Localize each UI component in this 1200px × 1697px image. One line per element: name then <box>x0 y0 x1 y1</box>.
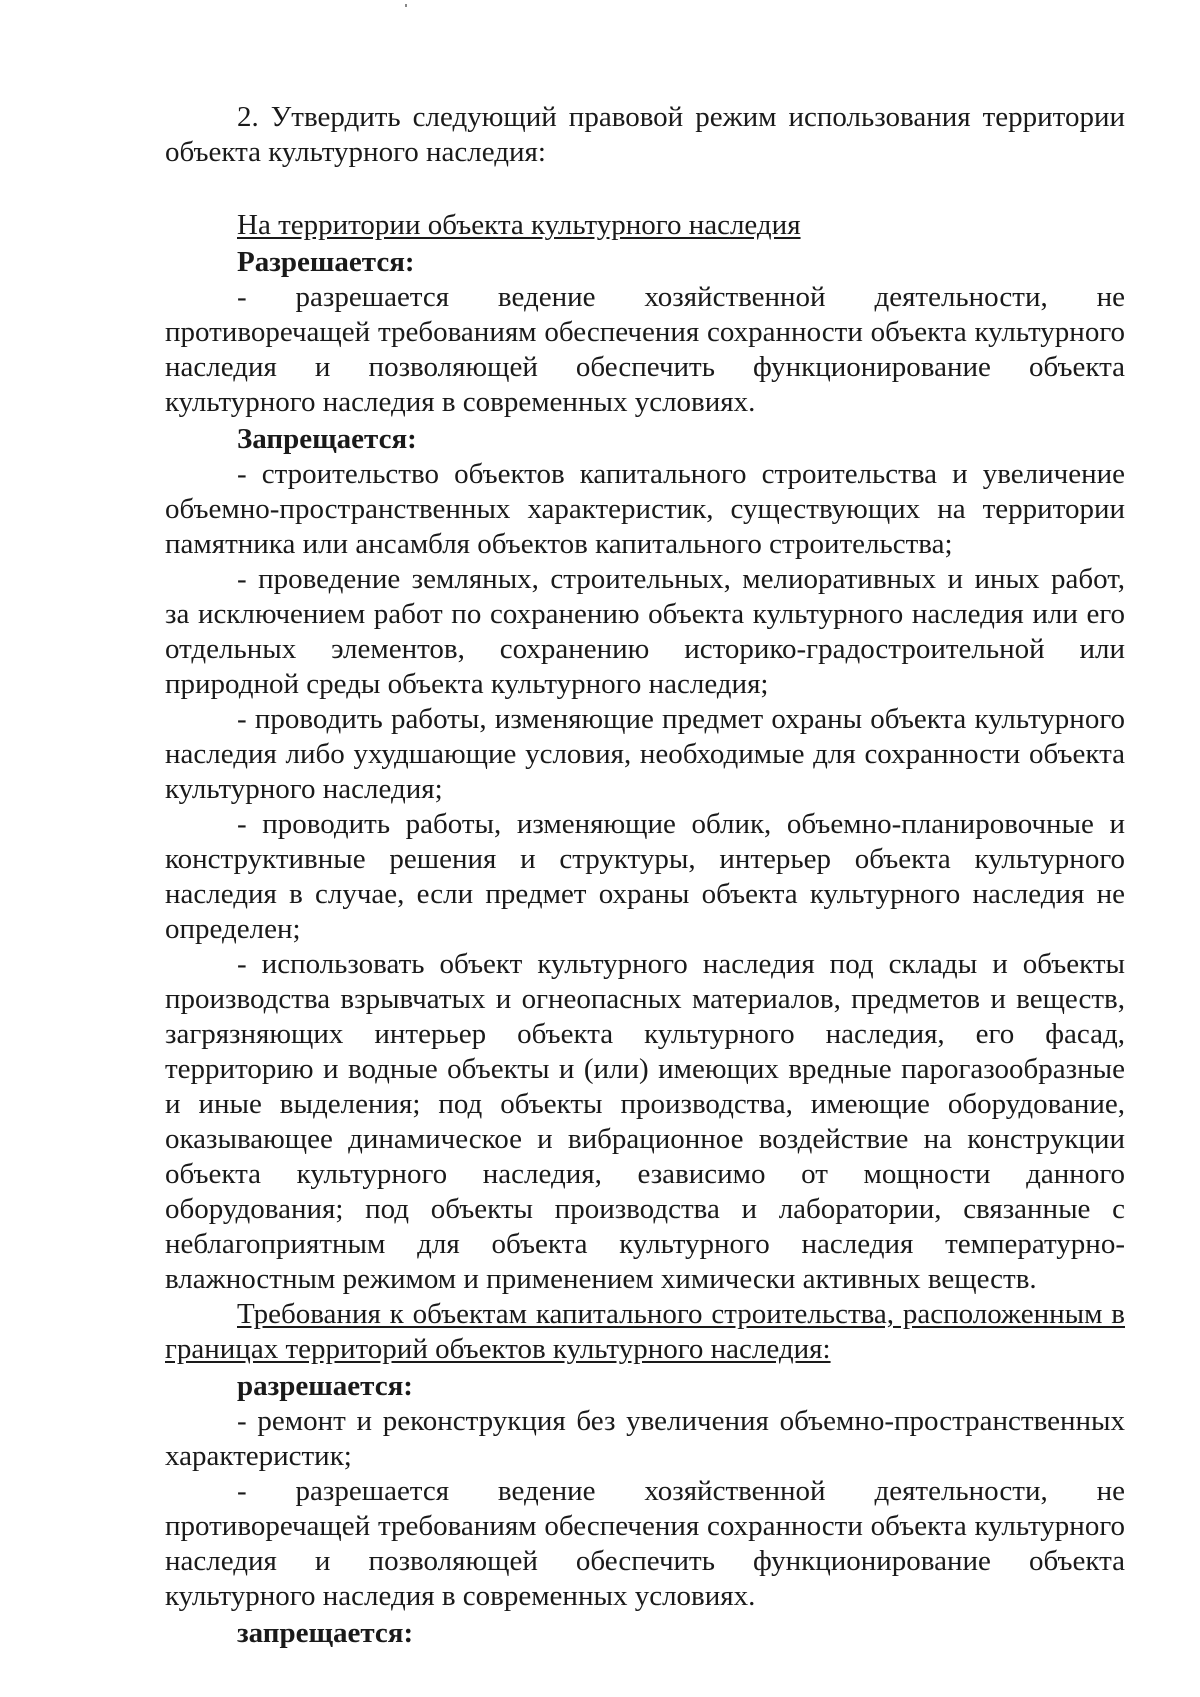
scan-artifact <box>405 4 407 7</box>
intro-paragraph: 2. Утвердить следующий правовой режим использования территории объекта культурного наследия: <box>165 101 1125 168</box>
section2-heading: Требования к объектам капитального строительства, расположенным в границах территорий объектов культурного наследия: <box>165 1298 1125 1365</box>
section2-forbidden-label: запрещается: <box>237 1617 414 1649</box>
section1-forbidden-item: - строительство объектов капитального строительства и увеличение объемно-пространственных характеристик, существующих на территории памятника или ансамбля объектов капитального строительства; <box>165 458 1125 560</box>
section2-allowed-item: - ремонт и реконструкция без увеличения объемно-пространственных характеристик; <box>165 1405 1125 1472</box>
section1-forbidden-item: - проводить работы, изменяющие предмет охраны объекта культурного наследия либо ухудшающие условия, необходимые для сохранности объекта культурного наследия; <box>165 703 1125 805</box>
section1-allowed-label: Разрешается: <box>237 246 415 278</box>
section2-allowed-label: разрешается: <box>237 1370 413 1402</box>
section2-allowed-item: - разрешается ведение хозяйственной деятельности, не противоречащей требованиям обеспечения сохранности объекта культурного наследия и позволяющей обеспечить функционирование объекта культурного наследия в современных условиях. <box>165 1475 1125 1612</box>
section1-forbidden-item: - проводить работы, изменяющие облик, объемно-планировочные и конструктивные решения и структуры, интерьер объекта культурного наследия в случае, если предмет охраны объекта культурного наследия не определен; <box>165 808 1125 945</box>
section1-forbidden-item: - проведение земляных, строительных, мелиоративных и иных работ, за исключением работ по сохранению объекта культурного наследия или его отдельных элементов, сохранению историко-градостроительной или природной среды объекта культурного наследия; <box>165 563 1125 700</box>
section1-forbidden-item: - использовать объект культурного наследия под склады и объекты производства взрывчатых и огнеопасных материалов, предметов и веществ, загрязняющих интерьер объекта культурного наследия, его фасад, территорию и водные объекты и (или) имеющих вредные парогазообразные и иные выделения; под объекты производства, имеющие оборудование, оказывающее динамическое и вибрационное воздействие на конструкции объекта культурного наследия, езависимо от мощности данного оборудования; под объекты производства и лаборатории, связанные с неблагоприятным для объекта культурного наследия температурно-влажностным режимом и применением химически активных веществ. <box>165 948 1125 1295</box>
section1-heading: На территории объекта культурного наследия <box>237 209 801 241</box>
section1-forbidden-label: Запрещается: <box>237 423 417 455</box>
section1-allowed-item: - разрешается ведение хозяйственной деятельности, не противоречащей требованиям обеспечения сохранности объекта культурного наследия и позволяющей обеспечить функционирование объекта культурного наследия в современных условиях. <box>165 281 1125 418</box>
document-page <box>165 100 1125 1651</box>
